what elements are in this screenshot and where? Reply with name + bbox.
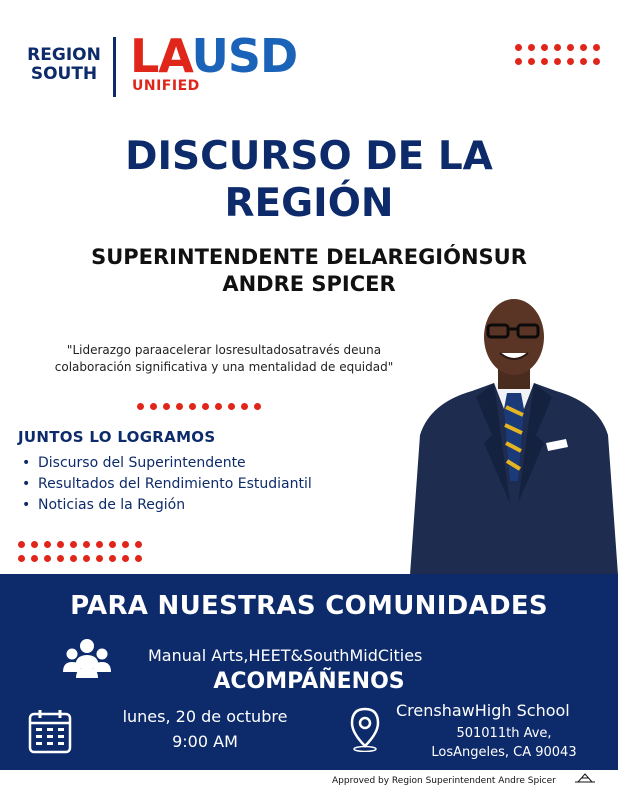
quote: [14, 342, 434, 376]
agenda-item: • Resultados del Rendimiento Estudiantil: [22, 474, 312, 495]
title-line2: REGIÓN: [224, 181, 394, 226]
quote-line2: colaboración significativa y una mentalidad de equidad": [54, 360, 394, 374]
decorative-dots-top: [515, 44, 600, 65]
event-location-school: CrenshawHigh School: [396, 701, 570, 720]
event-date: [100, 704, 310, 754]
title-line1: DISCURSO DE LA: [125, 134, 493, 179]
region-south-logo: [22, 46, 106, 84]
lausd-logo: [130, 28, 297, 84]
subtitle-line1: SUPERINTENDENTE DELAREGIÓNSUR: [91, 245, 527, 269]
section-heading: JUNTOS LO LOGRAMOS: [18, 428, 216, 446]
agenda-list: [22, 453, 312, 516]
logo-la: LA: [130, 29, 192, 83]
decorative-dots-middle: [137, 403, 261, 410]
address-line2: LosAngeles, CA 90043: [431, 745, 577, 760]
agenda-item: • Discurso del Superintendente: [22, 453, 312, 474]
event-time: 9:00 AM: [172, 732, 238, 751]
event-title: [0, 133, 618, 227]
join-us-heading: ACOMPÁÑENOS: [213, 669, 405, 694]
logo-unified: UNIFIED: [132, 78, 200, 94]
calendar-icon: [28, 708, 72, 754]
logo-usd: USD: [191, 29, 298, 83]
superintendent-portrait: [410, 285, 618, 575]
communities: Manual Arts,HEET&SouthMidCities: [148, 646, 423, 665]
subtitle-line2: ANDRE SPICER: [222, 272, 396, 296]
address-line1: 501011th Ave,: [456, 726, 552, 741]
event-date-text: lunes, 20 de octubre: [122, 707, 288, 726]
decorative-dots-left: [18, 541, 142, 562]
signature-mark-icon: [574, 772, 596, 784]
quote-line1: "Liderazgo paraacelerar losresultadosatravés deuna: [66, 343, 382, 357]
location-pin-icon: [348, 706, 382, 752]
event-location-address: [404, 724, 604, 762]
approval-note: Approved by Region Superintendent Andre Spicer: [332, 776, 556, 786]
logo-region-line2: SOUTH: [30, 64, 98, 84]
logo-region-line1: REGION: [27, 45, 101, 65]
logo-divider: [113, 37, 116, 97]
band-title: PARA NUESTRAS COMUNIDADES: [70, 591, 548, 621]
agenda-item: • Noticias de la Región: [22, 495, 312, 516]
